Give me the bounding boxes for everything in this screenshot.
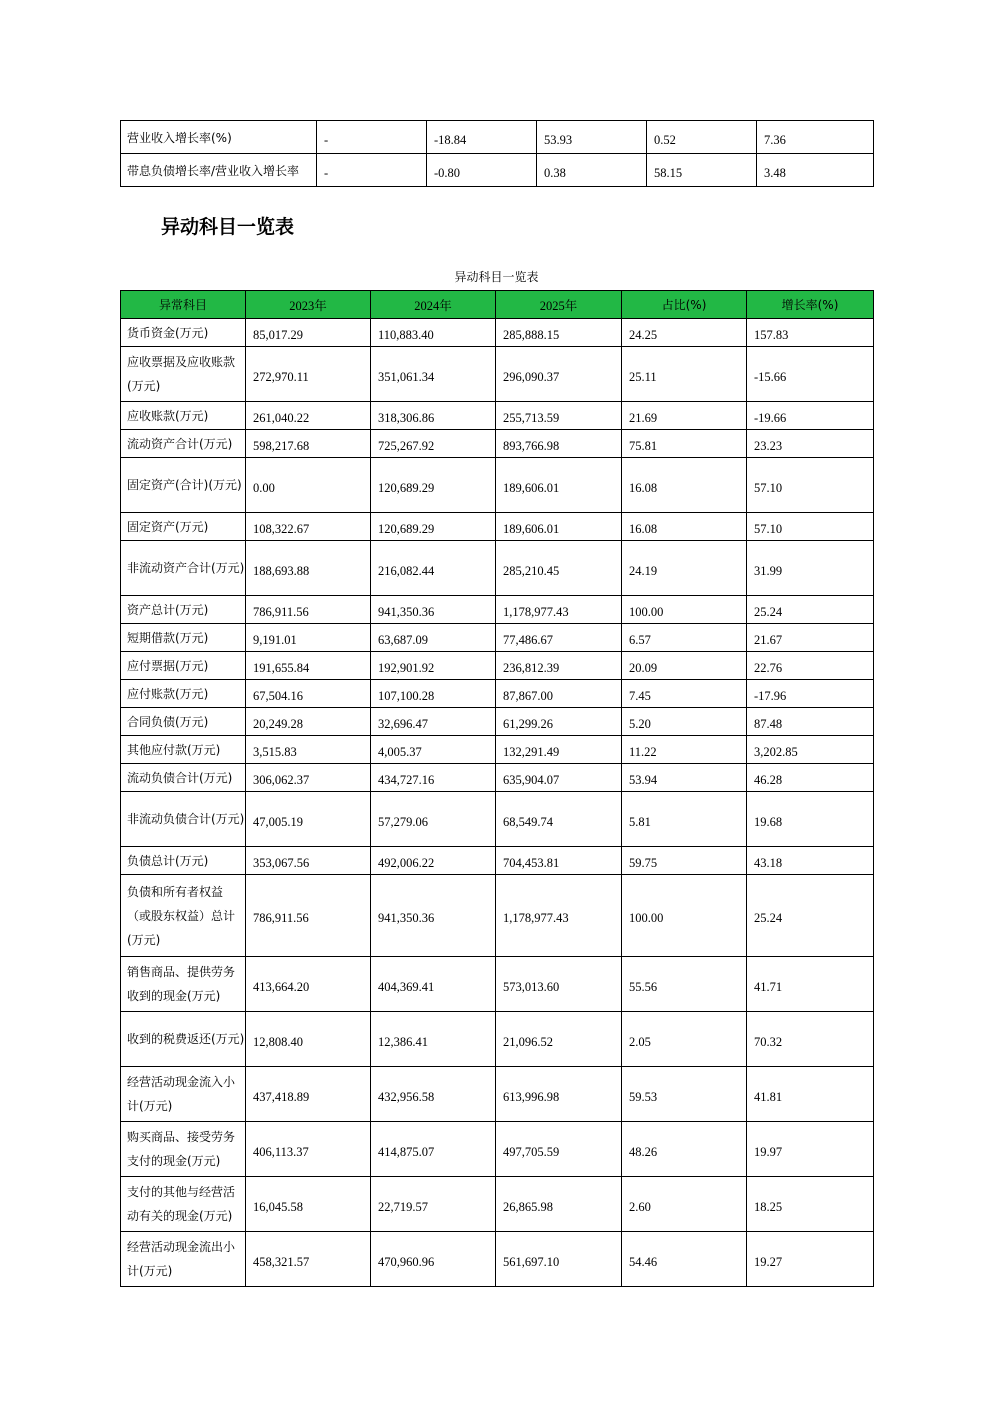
cell-value: 157.83 <box>747 319 874 347</box>
row-label: 负债总计(万元) <box>121 847 246 875</box>
row-label: 购买商品、接受劳务支付的现金(万元) <box>121 1122 246 1177</box>
cell-value: 85,017.29 <box>246 319 371 347</box>
cell-value: 318,306.86 <box>371 402 496 430</box>
cell-value: - <box>317 154 427 187</box>
cell-value: 9,191.01 <box>246 624 371 652</box>
table-row <box>121 736 874 764</box>
cell-value: 192,901.92 <box>371 652 496 680</box>
cell-value: 437,418.89 <box>246 1067 371 1122</box>
row-label: 非流动资产合计(万元) <box>121 541 246 596</box>
cell-value: 573,013.60 <box>496 957 622 1012</box>
cell-value: 59.53 <box>622 1067 747 1122</box>
cell-value: 23.23 <box>747 430 874 458</box>
cell-value: 20.09 <box>622 652 747 680</box>
cell-value: 107,100.28 <box>371 680 496 708</box>
table-row <box>121 847 874 875</box>
cell-value: 413,664.20 <box>246 957 371 1012</box>
cell-value: 16.08 <box>622 513 747 541</box>
cell-value: 77,486.67 <box>496 624 622 652</box>
cell-value: 704,453.81 <box>496 847 622 875</box>
row-label: 货币资金(万元) <box>121 319 246 347</box>
cell-value: 54.46 <box>622 1232 747 1287</box>
cell-value: 31.99 <box>747 541 874 596</box>
cell-value: 24.25 <box>622 319 747 347</box>
cell-value: 404,369.41 <box>371 957 496 1012</box>
cell-value: 26,865.98 <box>496 1177 622 1232</box>
cell-value: 43.18 <box>747 847 874 875</box>
cell-value: 261,040.22 <box>246 402 371 430</box>
cell-value: 19.97 <box>747 1122 874 1177</box>
cell-value: 786,911.56 <box>246 875 371 957</box>
table-row <box>121 458 874 513</box>
cell-value: 32,696.47 <box>371 708 496 736</box>
table-caption: 异动科目一览表 <box>454 270 539 284</box>
cell-value: 191,655.84 <box>246 652 371 680</box>
table-row <box>121 652 874 680</box>
cell-value: 5.20 <box>622 708 747 736</box>
cell-value: 3,515.83 <box>246 736 371 764</box>
cell-value: 598,217.68 <box>246 430 371 458</box>
abnormal-items-table <box>120 290 874 1287</box>
cell-value: 11.22 <box>622 736 747 764</box>
cell-value: 41.71 <box>747 957 874 1012</box>
cell-value: 21.69 <box>622 402 747 430</box>
cell-value: 108,322.67 <box>246 513 371 541</box>
cell-value: 57,279.06 <box>371 792 496 847</box>
cell-value: 53.93 <box>537 121 647 154</box>
cell-value: 3.48 <box>757 154 874 187</box>
cell-value: 4,005.37 <box>371 736 496 764</box>
cell-value: 48.26 <box>622 1122 747 1177</box>
cell-value: -19.66 <box>747 402 874 430</box>
cell-value: 0.52 <box>647 121 757 154</box>
cell-value: -17.96 <box>747 680 874 708</box>
table-row <box>121 513 874 541</box>
cell-value: 7.36 <box>757 121 874 154</box>
row-label: 合同负债(万元) <box>121 708 246 736</box>
cell-value: 458,321.57 <box>246 1232 371 1287</box>
row-label: 销售商品、提供劳务收到的现金(万元) <box>121 957 246 1012</box>
table-row <box>121 430 874 458</box>
cell-value: 1,178,977.43 <box>496 875 622 957</box>
cell-value: 941,350.36 <box>371 596 496 624</box>
table-row <box>121 792 874 847</box>
table-row <box>121 1012 874 1067</box>
cell-value: -15.66 <box>747 347 874 402</box>
cell-value: 67,504.16 <box>246 680 371 708</box>
table-row <box>121 154 874 187</box>
column-header: 2023年 <box>246 291 371 319</box>
cell-value: 0.38 <box>537 154 647 187</box>
table-row <box>121 1122 874 1177</box>
column-header: 2025年 <box>496 291 622 319</box>
cell-value: 25.11 <box>622 347 747 402</box>
cell-value: 216,082.44 <box>371 541 496 596</box>
cell-value: 21.67 <box>747 624 874 652</box>
growth-rate-table <box>120 120 874 187</box>
table-row <box>121 708 874 736</box>
cell-value: -0.80 <box>427 154 537 187</box>
cell-value: 188,693.88 <box>246 541 371 596</box>
row-label: 非流动负债合计(万元) <box>121 792 246 847</box>
cell-value: 18.25 <box>747 1177 874 1232</box>
cell-value: 25.24 <box>747 875 874 957</box>
cell-value: 941,350.36 <box>371 875 496 957</box>
row-label: 固定资产(万元) <box>121 513 246 541</box>
cell-value: 12,808.40 <box>246 1012 371 1067</box>
cell-value: 20,249.28 <box>246 708 371 736</box>
cell-value: 41.81 <box>747 1067 874 1122</box>
cell-value: 6.57 <box>622 624 747 652</box>
table-row <box>121 541 874 596</box>
column-header: 占比(%) <box>622 291 747 319</box>
cell-value: 434,727.16 <box>371 764 496 792</box>
table-row <box>121 764 874 792</box>
cell-value: 189,606.01 <box>496 513 622 541</box>
row-label: 资产总计(万元) <box>121 596 246 624</box>
row-label: 经营活动现金流出小计(万元) <box>121 1232 246 1287</box>
cell-value: 786,911.56 <box>246 596 371 624</box>
cell-value: 2.60 <box>622 1177 747 1232</box>
table-row <box>121 121 874 154</box>
cell-value: 120,689.29 <box>371 513 496 541</box>
table-header-row <box>121 291 874 319</box>
table-row <box>121 1177 874 1232</box>
cell-value: 59.75 <box>622 847 747 875</box>
cell-value: 414,875.07 <box>371 1122 496 1177</box>
cell-value: 272,970.11 <box>246 347 371 402</box>
cell-value: 12,386.41 <box>371 1012 496 1067</box>
cell-value: 132,291.49 <box>496 736 622 764</box>
cell-value: 432,956.58 <box>371 1067 496 1122</box>
cell-value: -18.84 <box>427 121 537 154</box>
cell-value: 255,713.59 <box>496 402 622 430</box>
row-label: 经营活动现金流入小计(万元) <box>121 1067 246 1122</box>
row-label: 应付票据(万元) <box>121 652 246 680</box>
cell-value: 5.81 <box>622 792 747 847</box>
row-label: 带息负债增长率/营业收入增长率 <box>121 154 317 187</box>
cell-value: 296,090.37 <box>496 347 622 402</box>
cell-value: 55.56 <box>622 957 747 1012</box>
cell-value: 2.05 <box>622 1012 747 1067</box>
cell-value: 613,996.98 <box>496 1067 622 1122</box>
cell-value: 57.10 <box>747 513 874 541</box>
cell-value: 306,062.37 <box>246 764 371 792</box>
table-row <box>121 596 874 624</box>
row-label: 其他应付款(万元) <box>121 736 246 764</box>
row-label: 收到的税费返还(万元) <box>121 1012 246 1067</box>
cell-value: 16,045.58 <box>246 1177 371 1232</box>
cell-value: 53.94 <box>622 764 747 792</box>
table-row <box>121 680 874 708</box>
cell-value: 47,005.19 <box>246 792 371 847</box>
cell-value: 189,606.01 <box>496 458 622 513</box>
cell-value: - <box>317 121 427 154</box>
column-header: 2024年 <box>371 291 496 319</box>
row-label: 固定资产(合计)(万元) <box>121 458 246 513</box>
table-row <box>121 875 874 957</box>
cell-value: 285,888.15 <box>496 319 622 347</box>
cell-value: 70.32 <box>747 1012 874 1067</box>
row-label: 流动负债合计(万元) <box>121 764 246 792</box>
cell-value: 63,687.09 <box>371 624 496 652</box>
table-row <box>121 1232 874 1287</box>
cell-value: 25.24 <box>747 596 874 624</box>
row-label: 负债和所有者权益（或股东权益）总计(万元) <box>121 875 246 957</box>
cell-value: 22.76 <box>747 652 874 680</box>
row-label: 应收账款(万元) <box>121 402 246 430</box>
cell-value: 0.00 <box>246 458 371 513</box>
row-label: 应付账款(万元) <box>121 680 246 708</box>
table-row <box>121 347 874 402</box>
row-label: 营业收入增长率(%) <box>121 121 317 154</box>
cell-value: 22,719.57 <box>371 1177 496 1232</box>
cell-value: 406,113.37 <box>246 1122 371 1177</box>
cell-value: 351,061.34 <box>371 347 496 402</box>
row-label: 短期借款(万元) <box>121 624 246 652</box>
cell-value: 19.68 <box>747 792 874 847</box>
cell-value: 57.10 <box>747 458 874 513</box>
row-label: 流动资产合计(万元) <box>121 430 246 458</box>
cell-value: 110,883.40 <box>371 319 496 347</box>
table-row <box>121 319 874 347</box>
cell-value: 75.81 <box>622 430 747 458</box>
cell-value: 100.00 <box>622 875 747 957</box>
cell-value: 236,812.39 <box>496 652 622 680</box>
section-heading: 异动科目一览表 <box>161 216 295 238</box>
cell-value: 46.28 <box>747 764 874 792</box>
column-header: 异常科目 <box>121 291 246 319</box>
table-row <box>121 957 874 1012</box>
row-label: 支付的其他与经营活动有关的现金(万元) <box>121 1177 246 1232</box>
table-row <box>121 1067 874 1122</box>
cell-value: 120,689.29 <box>371 458 496 513</box>
cell-value: 87.48 <box>747 708 874 736</box>
cell-value: 61,299.26 <box>496 708 622 736</box>
cell-value: 7.45 <box>622 680 747 708</box>
cell-value: 3,202.85 <box>747 736 874 764</box>
cell-value: 353,067.56 <box>246 847 371 875</box>
cell-value: 24.19 <box>622 541 747 596</box>
cell-value: 285,210.45 <box>496 541 622 596</box>
cell-value: 21,096.52 <box>496 1012 622 1067</box>
table-row <box>121 624 874 652</box>
cell-value: 68,549.74 <box>496 792 622 847</box>
cell-value: 19.27 <box>747 1232 874 1287</box>
cell-value: 100.00 <box>622 596 747 624</box>
table-row <box>121 402 874 430</box>
cell-value: 635,904.07 <box>496 764 622 792</box>
cell-value: 58.15 <box>647 154 757 187</box>
table-body <box>121 319 874 1287</box>
cell-value: 492,006.22 <box>371 847 496 875</box>
cell-value: 497,705.59 <box>496 1122 622 1177</box>
row-label: 应收票据及应收账款(万元) <box>121 347 246 402</box>
cell-value: 87,867.00 <box>496 680 622 708</box>
cell-value: 561,697.10 <box>496 1232 622 1287</box>
column-header: 增长率(%) <box>747 291 874 319</box>
cell-value: 470,960.96 <box>371 1232 496 1287</box>
cell-value: 1,178,977.43 <box>496 596 622 624</box>
cell-value: 16.08 <box>622 458 747 513</box>
cell-value: 893,766.98 <box>496 430 622 458</box>
cell-value: 725,267.92 <box>371 430 496 458</box>
